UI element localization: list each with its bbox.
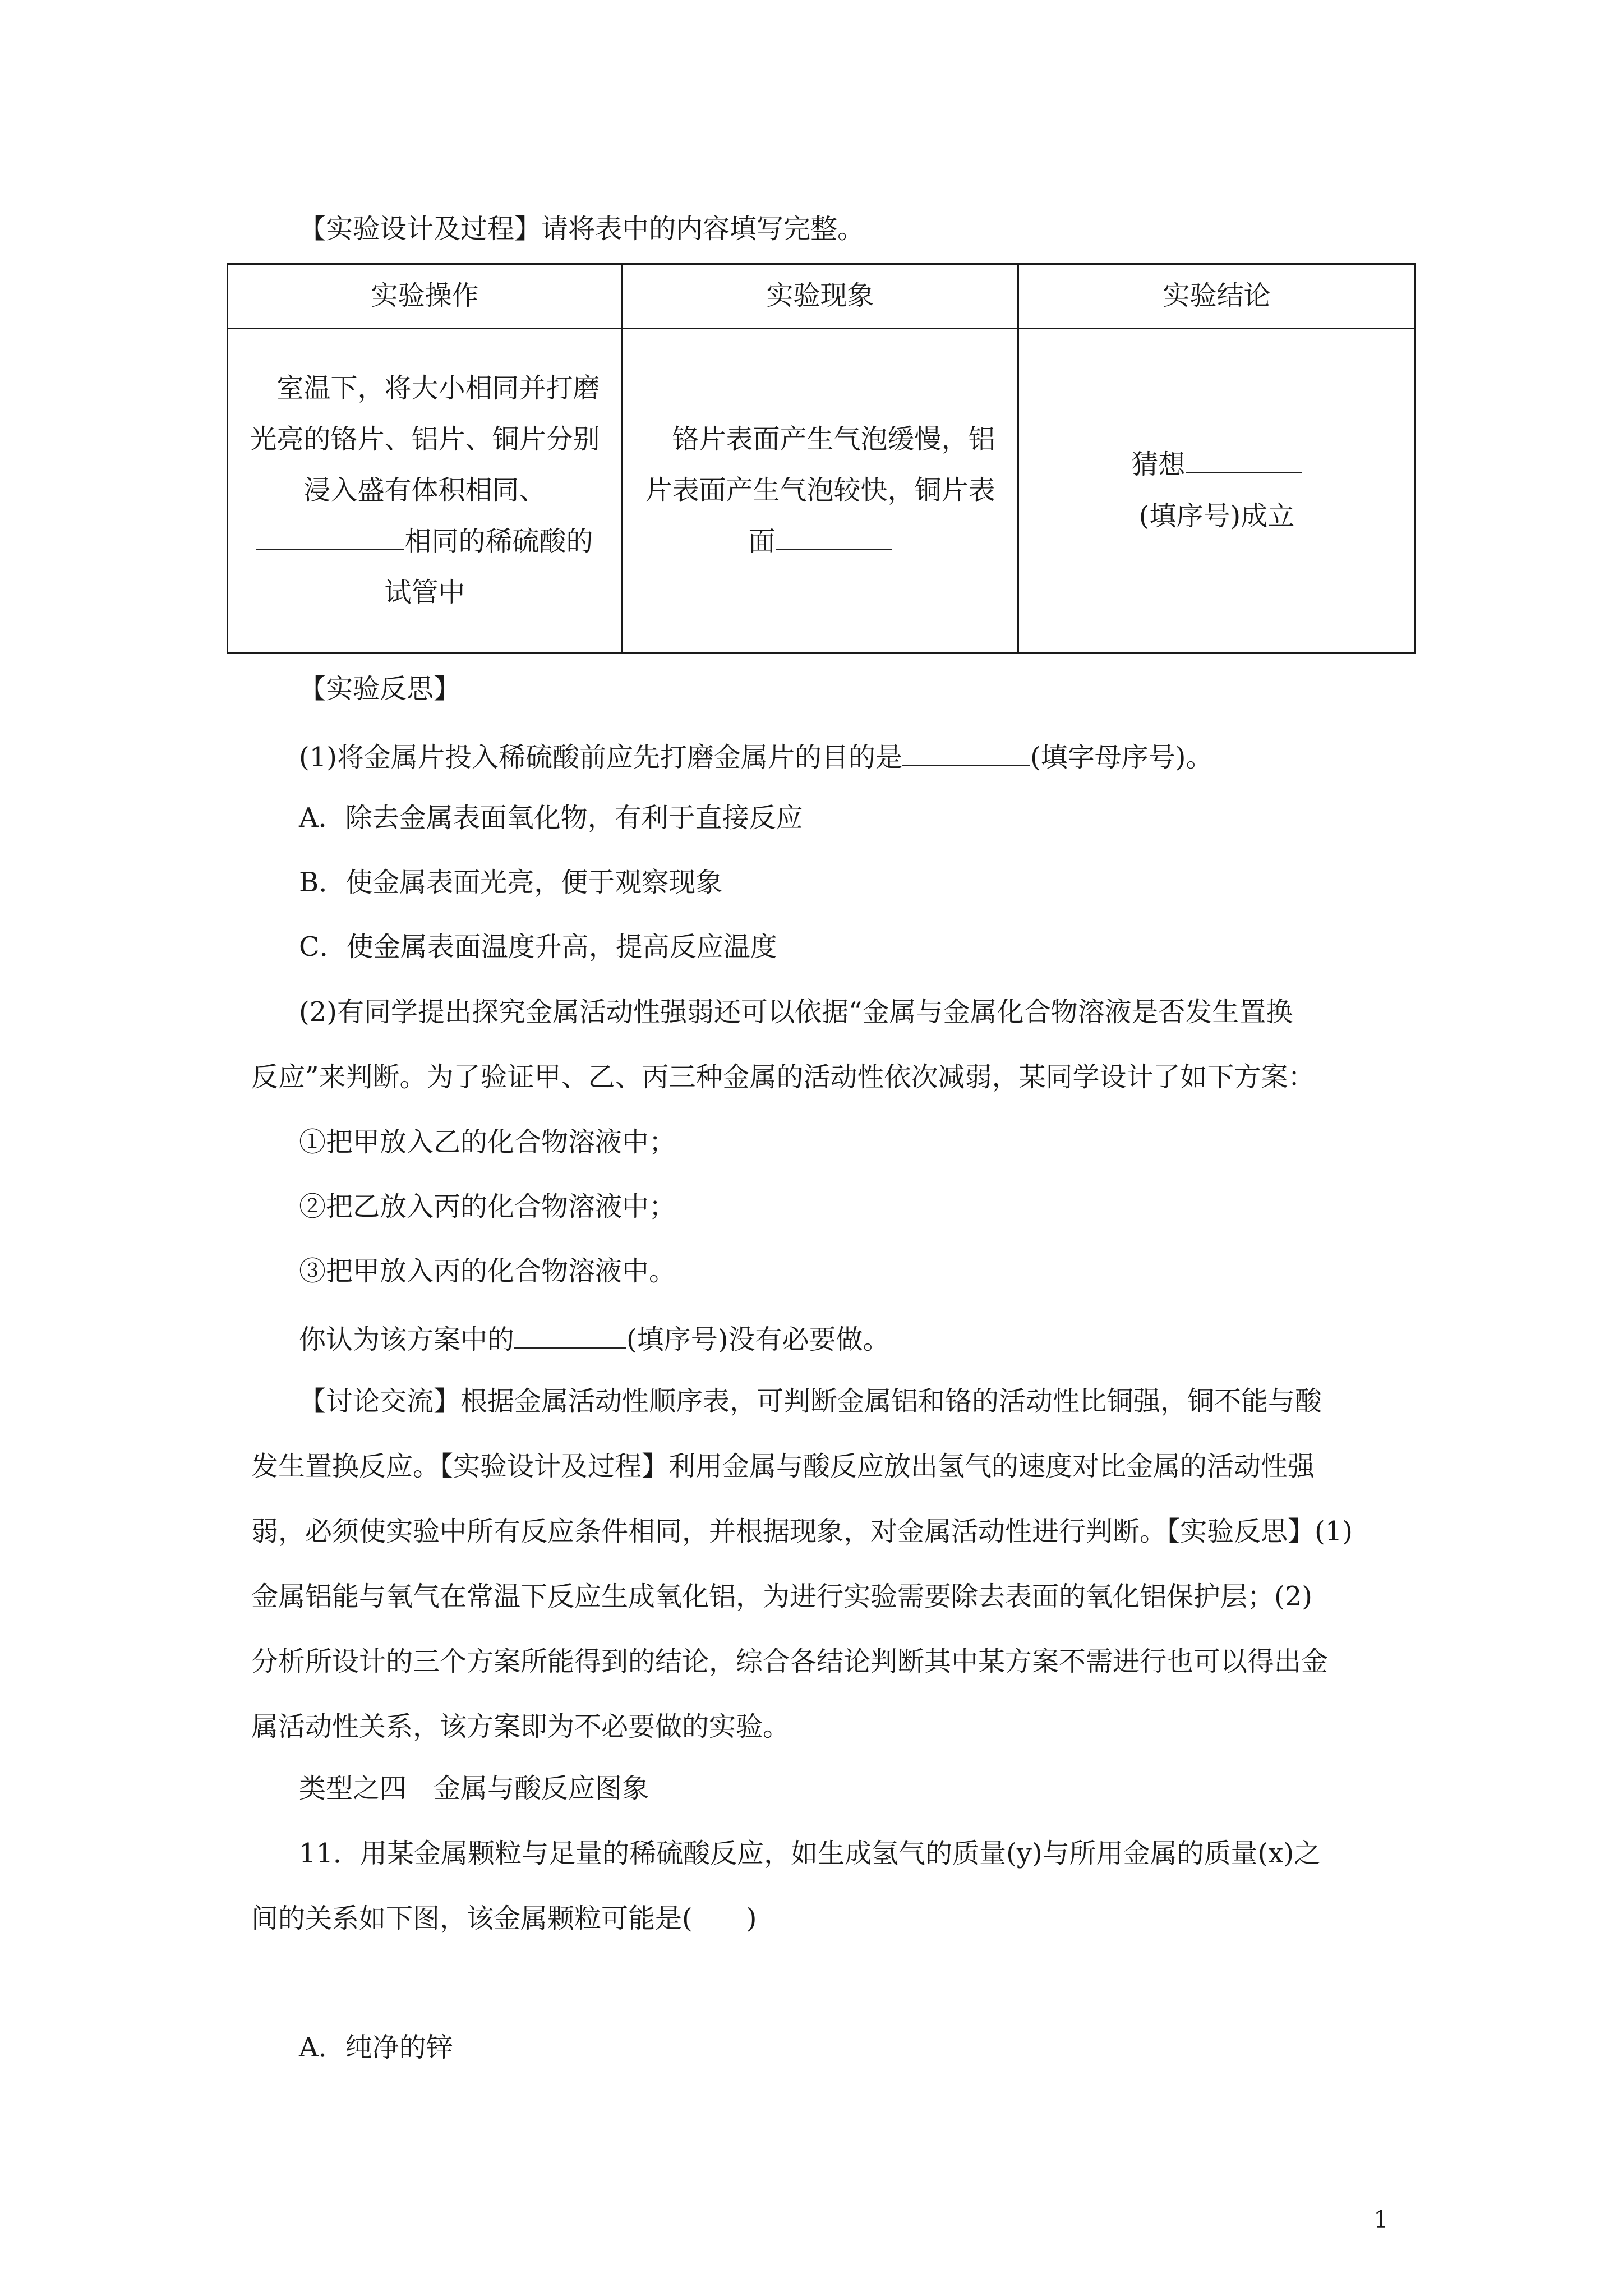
header-phenomenon: 实验现象 <box>623 264 1018 329</box>
reflection-question-1 <box>299 738 1212 774</box>
experiment-table <box>227 263 1416 654</box>
q2-text-before: 你认为该方案中的 <box>299 1324 515 1355</box>
q1-text-after: (填字母序号)。 <box>1030 742 1213 773</box>
table-header-row <box>228 264 1415 329</box>
phenomenon-blank[interactable] <box>776 522 892 550</box>
section1-heading: 【实验设计及过程】请将表中的内容填写完整。 <box>299 213 865 245</box>
question-11-line-1: 11．用某金属颗粒与足量的稀硫酸反应，如生成氢气的质量(y)与所用金属的质量(x)之 <box>299 1838 1321 1869</box>
question-2-answer-line <box>299 1320 889 1356</box>
type4-title: 类型之四 金属与酸反应图象 <box>299 1773 649 1804</box>
header-operation: 实验操作 <box>228 264 623 329</box>
q1-text-before: (1)将金属片投入稀硫酸前应先打磨金属片的目的是 <box>299 742 902 773</box>
discussion-line-4: 金属铝能与氧气在常温下反应生成氧化铝，为进行实验需要除去表面的氧化铝保护层；(2) <box>251 1581 1312 1612</box>
option-b: B．使金属表面光亮，便于观察现象 <box>299 867 723 898</box>
phenomenon-line-3 <box>633 516 1007 567</box>
option-c: C．使金属表面温度升高，提高反应温度 <box>299 931 777 963</box>
plan-2: ②把乙放入丙的化合物溶液中； <box>299 1191 676 1222</box>
operation-line-2: 光亮的铬片、铝片、铜片分别 <box>250 423 600 455</box>
operation-line-1: 室温下，将大小相同并打磨 <box>276 372 600 404</box>
discussion-line-6: 属活动性关系，该方案即为不必要做的实验。 <box>251 1711 790 1742</box>
phenomenon-line-1: 铬片表面产生气泡缓慢，铝 <box>672 423 995 455</box>
question-11-line-2: 间的关系如下图，该金属颗粒可能是( ) <box>251 1903 757 1934</box>
reflection-heading: 【实验反思】 <box>299 673 461 705</box>
plan-3: ③把甲放入丙的化合物溶液中。 <box>299 1255 676 1287</box>
operation-blank[interactable] <box>256 522 404 550</box>
q1-answer-blank[interactable] <box>902 738 1030 766</box>
cell-operation <box>228 329 623 653</box>
conclusion-line-2: (填序号)成立 <box>1138 500 1295 532</box>
conclusion-line-1 <box>1029 439 1404 490</box>
question-2-line-2: 反应”来判断。为了验证甲、乙、丙三种金属的活动性依次减弱，某同学设计了如下方案： <box>251 1061 1315 1093</box>
phenomenon-line-3-text: 面 <box>748 526 776 558</box>
plan-1: ①把甲放入乙的化合物溶液中； <box>299 1126 676 1158</box>
discussion-line-5: 分析所设计的三个方案所能得到的结论，综合各结论判断其中某方案不需进行也可以得出金 <box>251 1646 1329 1677</box>
conclusion-blank[interactable] <box>1186 445 1302 473</box>
cell-phenomenon <box>623 329 1018 653</box>
question-2-line-1: (2)有同学提出探究金属活动性强弱还可以依据“金属与金属化合物溶液是否发生置换 <box>299 996 1293 1028</box>
discussion-line-2: 发生置换反应。【实验设计及过程】利用金属与酸反应放出氢气的速度对比金属的活动性强 <box>251 1451 1315 1482</box>
phenomenon-line-2: 片表面产生气泡较快，铜片表 <box>645 474 995 506</box>
operation-line-5: 试管中 <box>384 577 465 609</box>
conclusion-guess-label: 猜想 <box>1131 449 1186 481</box>
option-a: A．除去金属表面氧化物，有利于直接反应 <box>299 802 803 834</box>
operation-line-4 <box>238 516 611 567</box>
question-11-option-a: A．纯净的锌 <box>299 2032 453 2063</box>
page-number: 1 <box>1373 2206 1389 2233</box>
table-row <box>228 329 1415 653</box>
header-conclusion: 实验结论 <box>1018 264 1415 329</box>
q2-text-after: (填序号)没有必要做。 <box>626 1324 890 1355</box>
q2-answer-blank[interactable] <box>514 1320 626 1349</box>
cell-conclusion <box>1018 329 1415 653</box>
discussion-line-1: 【讨论交流】根据金属活动性顺序表，可判断金属铝和铬的活动性比铜强，铜不能与酸 <box>299 1386 1322 1417</box>
operation-line-4-text: 相同的稀硫酸的 <box>404 526 593 558</box>
operation-line-3: 浸入盛有体积相同、 <box>303 474 546 506</box>
discussion-line-3: 弱，必须使实验中所有反应条件相同，并根据现象，对金属活动性进行判断。【实验反思】(1) <box>251 1516 1353 1547</box>
